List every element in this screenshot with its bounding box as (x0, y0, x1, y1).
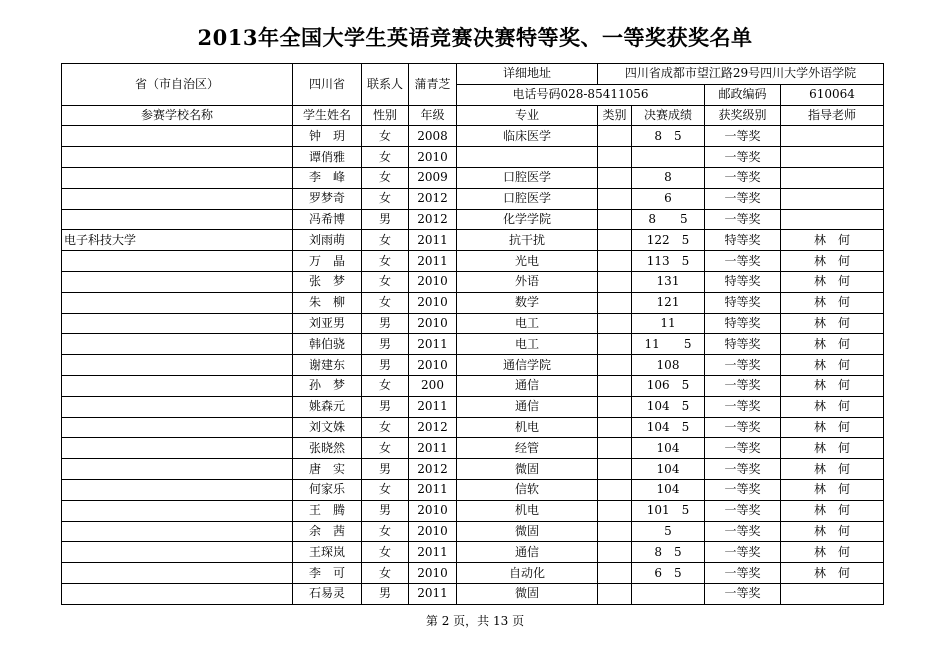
score-cell: 121 (632, 292, 705, 313)
gender-cell: 女 (362, 271, 409, 292)
name-cell: 李 峰 (293, 167, 362, 188)
score-cell: 108 (632, 355, 705, 376)
major-cell: 通信 (457, 396, 598, 417)
teacher-cell: 林 何 (781, 542, 884, 563)
table-row (62, 334, 884, 355)
teacher-cell: 林 何 (781, 292, 884, 313)
col-gender: 性别 (362, 105, 409, 126)
table-row (62, 542, 884, 563)
gender-cell: 男 (362, 500, 409, 521)
gender-cell: 女 (362, 521, 409, 542)
teacher-cell (781, 209, 884, 230)
name-cell: 刘文姝 (293, 417, 362, 438)
name-cell: 王琛岚 (293, 542, 362, 563)
table-row (62, 355, 884, 376)
table-row (62, 500, 884, 521)
school-cell (62, 334, 293, 355)
name-cell: 韩伯骁 (293, 334, 362, 355)
teacher-cell: 林 何 (781, 500, 884, 521)
score-cell: 101 5 (632, 500, 705, 521)
category-cell (598, 126, 632, 147)
col-name: 学生姓名 (293, 105, 362, 126)
name-cell: 冯希博 (293, 209, 362, 230)
school-cell (62, 271, 293, 292)
score-cell: 11 (632, 313, 705, 334)
grade-cell: 2011 (409, 542, 457, 563)
gender-cell: 男 (362, 459, 409, 480)
school-cell (62, 417, 293, 438)
table-row (62, 521, 884, 542)
school-cell (62, 521, 293, 542)
name-cell: 石易灵 (293, 583, 362, 604)
name-cell: 谭俏雅 (293, 147, 362, 168)
grade-cell: 2010 (409, 521, 457, 542)
name-cell: 罗梦奇 (293, 188, 362, 209)
category-cell (598, 459, 632, 480)
province-value: 四川省 (293, 64, 362, 106)
category-cell (598, 521, 632, 542)
grade-cell: 2010 (409, 292, 457, 313)
award-cell: 一等奖 (705, 188, 781, 209)
category-cell (598, 188, 632, 209)
score-cell: 8 5 (632, 209, 705, 230)
name-cell: 朱 柳 (293, 292, 362, 313)
grade-cell: 2012 (409, 188, 457, 209)
name-cell: 王 腾 (293, 500, 362, 521)
gender-cell: 女 (362, 417, 409, 438)
grade-cell: 2012 (409, 459, 457, 480)
score-cell: 8 (632, 167, 705, 188)
gender-cell: 男 (362, 313, 409, 334)
gender-cell: 男 (362, 583, 409, 604)
award-cell: 一等奖 (705, 521, 781, 542)
score-cell: 8 5 (632, 542, 705, 563)
contact-value: 蒲青芝 (409, 64, 457, 106)
grade-cell: 2011 (409, 251, 457, 272)
grade-cell: 2011 (409, 396, 457, 417)
category-cell (598, 251, 632, 272)
grade-cell: 2010 (409, 355, 457, 376)
grade-cell: 2008 (409, 126, 457, 147)
school-cell (62, 583, 293, 604)
table-row (62, 126, 884, 147)
grade-cell: 2009 (409, 167, 457, 188)
header-row-1 (62, 64, 884, 85)
teacher-cell: 林 何 (781, 396, 884, 417)
category-cell (598, 500, 632, 521)
score-cell: 6 5 (632, 563, 705, 584)
grade-cell: 2012 (409, 209, 457, 230)
award-cell: 一等奖 (705, 147, 781, 168)
grade-cell: 2011 (409, 334, 457, 355)
award-cell: 一等奖 (705, 459, 781, 480)
column-header-row (62, 105, 884, 126)
name-cell: 张 梦 (293, 271, 362, 292)
school-cell (62, 479, 293, 500)
major-cell: 微固 (457, 521, 598, 542)
category-cell (598, 417, 632, 438)
award-cell: 特等奖 (705, 230, 781, 251)
category-cell (598, 542, 632, 563)
name-cell: 姚森元 (293, 396, 362, 417)
major-cell: 外语 (457, 271, 598, 292)
name-cell: 余 茜 (293, 521, 362, 542)
table-row (62, 209, 884, 230)
award-cell: 特等奖 (705, 313, 781, 334)
award-cell: 一等奖 (705, 583, 781, 604)
school-cell (62, 438, 293, 459)
teacher-cell: 林 何 (781, 479, 884, 500)
award-cell: 一等奖 (705, 375, 781, 396)
award-cell: 特等奖 (705, 271, 781, 292)
teacher-cell (781, 126, 884, 147)
grade-cell: 2011 (409, 438, 457, 459)
school-cell (62, 459, 293, 480)
category-cell (598, 167, 632, 188)
teacher-cell: 林 何 (781, 334, 884, 355)
award-cell: 一等奖 (705, 417, 781, 438)
name-cell: 何家乐 (293, 479, 362, 500)
table-row (62, 417, 884, 438)
award-cell: 一等奖 (705, 167, 781, 188)
award-cell: 一等奖 (705, 479, 781, 500)
score-cell: 104 (632, 479, 705, 500)
table-row (62, 459, 884, 480)
major-cell: 抗干扰 (457, 230, 598, 251)
category-cell (598, 583, 632, 604)
school-cell (62, 563, 293, 584)
major-cell: 通信 (457, 375, 598, 396)
teacher-cell (781, 167, 884, 188)
gender-cell: 男 (362, 355, 409, 376)
name-cell: 李 可 (293, 563, 362, 584)
teacher-cell (781, 188, 884, 209)
score-cell: 8 5 (632, 126, 705, 147)
name-cell: 谢建东 (293, 355, 362, 376)
school-cell (62, 126, 293, 147)
school-cell (62, 147, 293, 168)
grade-cell: 2010 (409, 271, 457, 292)
grade-cell: 2012 (409, 417, 457, 438)
gender-cell: 男 (362, 334, 409, 355)
grade-cell: 2010 (409, 563, 457, 584)
page-title: 2013年全国大学生英语竞赛决赛特等奖、一等奖获奖名单 (197, 25, 753, 50)
score-cell: 104 5 (632, 417, 705, 438)
category-cell (598, 479, 632, 500)
award-cell: 一等奖 (705, 500, 781, 521)
col-major: 专业 (457, 105, 598, 126)
major-cell: 化学学院 (457, 209, 598, 230)
major-cell: 电工 (457, 313, 598, 334)
gender-cell: 男 (362, 396, 409, 417)
teacher-cell (781, 147, 884, 168)
teacher-cell (781, 583, 884, 604)
teacher-cell: 林 何 (781, 375, 884, 396)
name-cell: 钟 玥 (293, 126, 362, 147)
school-cell (62, 251, 293, 272)
major-cell: 自动化 (457, 563, 598, 584)
name-cell: 唐 实 (293, 459, 362, 480)
award-cell: 一等奖 (705, 396, 781, 417)
province-label: 省（市自治区） (62, 64, 293, 106)
gender-cell: 女 (362, 438, 409, 459)
major-cell: 机电 (457, 417, 598, 438)
major-cell: 通信学院 (457, 355, 598, 376)
category-cell (598, 292, 632, 313)
category-cell (598, 230, 632, 251)
address-value: 四川省成都市望江路29号四川大学外语学院 (598, 64, 884, 85)
major-cell: 机电 (457, 500, 598, 521)
major-cell: 口腔医学 (457, 188, 598, 209)
school-cell: 电子科技大学 (62, 230, 293, 251)
col-score: 决赛成绩 (632, 105, 705, 126)
table-row (62, 438, 884, 459)
score-cell: 131 (632, 271, 705, 292)
table-row (62, 375, 884, 396)
school-cell (62, 209, 293, 230)
award-cell: 一等奖 (705, 355, 781, 376)
category-cell (598, 396, 632, 417)
school-cell (62, 375, 293, 396)
table-row (62, 167, 884, 188)
score-cell: 11 5 (632, 334, 705, 355)
score-cell: 6 (632, 188, 705, 209)
score-cell: 104 5 (632, 396, 705, 417)
award-cell: 一等奖 (705, 542, 781, 563)
grade-cell: 2010 (409, 147, 457, 168)
score-cell: 5 (632, 521, 705, 542)
name-cell: 刘亚男 (293, 313, 362, 334)
teacher-cell: 林 何 (781, 313, 884, 334)
score-cell (632, 147, 705, 168)
award-cell: 一等奖 (705, 438, 781, 459)
award-cell: 一等奖 (705, 563, 781, 584)
school-cell (62, 396, 293, 417)
gender-cell: 女 (362, 251, 409, 272)
category-cell (598, 563, 632, 584)
teacher-cell: 林 何 (781, 438, 884, 459)
name-cell: 张晓然 (293, 438, 362, 459)
grade-cell: 2010 (409, 313, 457, 334)
teacher-cell: 林 何 (781, 521, 884, 542)
school-cell (62, 355, 293, 376)
major-cell (457, 147, 598, 168)
gender-cell: 女 (362, 563, 409, 584)
col-school: 参赛学校名称 (62, 105, 293, 126)
grade-cell: 2011 (409, 479, 457, 500)
award-table (61, 63, 884, 605)
gender-cell: 女 (362, 167, 409, 188)
gender-cell: 女 (362, 188, 409, 209)
grade-cell: 2010 (409, 500, 457, 521)
page-footer: 第 2 页，共 13 页 (425, 614, 525, 628)
gender-cell: 女 (362, 147, 409, 168)
score-cell: 113 5 (632, 251, 705, 272)
score-cell: 104 (632, 459, 705, 480)
gender-cell: 女 (362, 542, 409, 563)
table-row (62, 188, 884, 209)
score-cell: 104 (632, 438, 705, 459)
phone-label: 电话号码028-85411056 (457, 84, 705, 105)
category-cell (598, 438, 632, 459)
category-cell (598, 334, 632, 355)
score-cell: 106 5 (632, 375, 705, 396)
grade-cell: 2011 (409, 230, 457, 251)
table-row (62, 396, 884, 417)
teacher-cell: 林 何 (781, 271, 884, 292)
table-row (62, 292, 884, 313)
category-cell (598, 313, 632, 334)
major-cell: 光电 (457, 251, 598, 272)
gender-cell: 女 (362, 292, 409, 313)
name-cell: 孙 梦 (293, 375, 362, 396)
award-cell: 特等奖 (705, 334, 781, 355)
major-cell: 经管 (457, 438, 598, 459)
table-row (62, 583, 884, 604)
teacher-cell: 林 何 (781, 251, 884, 272)
major-cell: 微固 (457, 459, 598, 480)
category-cell (598, 375, 632, 396)
major-cell: 通信 (457, 542, 598, 563)
gender-cell: 女 (362, 375, 409, 396)
gender-cell: 女 (362, 126, 409, 147)
school-cell (62, 500, 293, 521)
name-cell: 刘雨萌 (293, 230, 362, 251)
postcode-value: 610064 (781, 84, 884, 105)
gender-cell: 男 (362, 209, 409, 230)
school-cell (62, 167, 293, 188)
major-cell: 微固 (457, 583, 598, 604)
award-cell: 一等奖 (705, 126, 781, 147)
grade-cell: 2011 (409, 583, 457, 604)
gender-cell: 女 (362, 230, 409, 251)
col-award: 获奖级别 (705, 105, 781, 126)
grade-cell: 200 (409, 375, 457, 396)
school-cell (62, 542, 293, 563)
category-cell (598, 209, 632, 230)
teacher-cell: 林 何 (781, 355, 884, 376)
col-teacher: 指导老师 (781, 105, 884, 126)
score-cell: 122 5 (632, 230, 705, 251)
teacher-cell: 林 何 (781, 230, 884, 251)
score-cell (632, 583, 705, 604)
table-row (62, 251, 884, 272)
col-category: 类别 (598, 105, 632, 126)
major-cell: 电工 (457, 334, 598, 355)
major-cell: 临床医学 (457, 126, 598, 147)
teacher-cell: 林 何 (781, 417, 884, 438)
school-cell (62, 313, 293, 334)
school-cell (62, 292, 293, 313)
category-cell (598, 147, 632, 168)
table-row (62, 479, 884, 500)
name-cell: 万 晶 (293, 251, 362, 272)
school-cell (62, 188, 293, 209)
gender-cell: 女 (362, 479, 409, 500)
contact-label: 联系人 (362, 64, 409, 106)
major-cell: 数学 (457, 292, 598, 313)
category-cell (598, 355, 632, 376)
teacher-cell: 林 何 (781, 459, 884, 480)
table-row (62, 313, 884, 334)
col-grade: 年级 (409, 105, 457, 126)
major-cell: 信软 (457, 479, 598, 500)
teacher-cell: 林 何 (781, 563, 884, 584)
postcode-label: 邮政编码 (705, 84, 781, 105)
table-row (62, 271, 884, 292)
category-cell (598, 271, 632, 292)
address-label: 详细地址 (457, 64, 598, 85)
table-row (62, 563, 884, 584)
award-cell: 一等奖 (705, 209, 781, 230)
table-row (62, 230, 884, 251)
award-cell: 特等奖 (705, 292, 781, 313)
major-cell: 口腔医学 (457, 167, 598, 188)
award-cell: 一等奖 (705, 251, 781, 272)
table-row (62, 147, 884, 168)
